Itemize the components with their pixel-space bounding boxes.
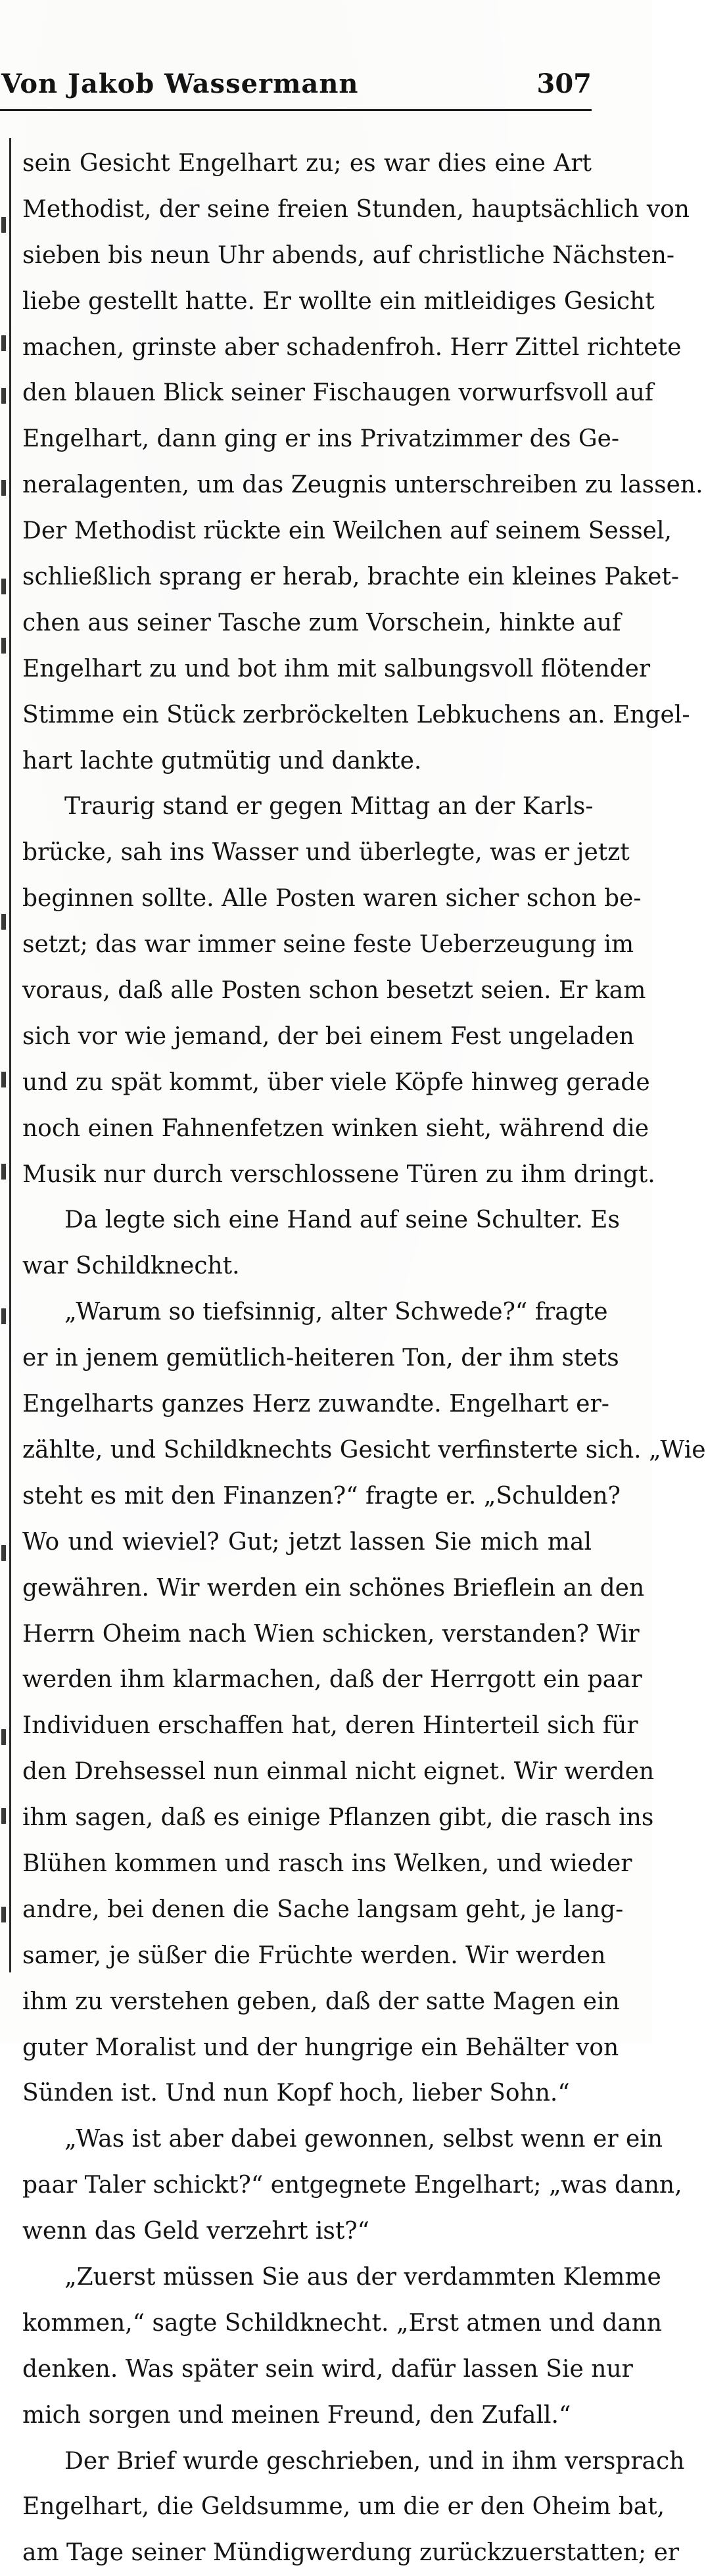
text-line: den blauen Blick seiner Fischaugen vorwurfsvoll auf: [22, 379, 654, 407]
text-line: Methodist, der seine freien Stunden, hauptsächlich von: [22, 195, 690, 223]
gutter-rule: [9, 138, 11, 1972]
text-line: beginnen sollte. Alle Posten waren sicher schon be-: [22, 885, 642, 913]
text-line: Stimme ein Stück zerbröckelten Lebkuchens an. Engel-: [22, 701, 690, 728]
text-line: er in jenem gemütlich-heiteren Ton, der ihm stets: [22, 1345, 619, 1372]
text-line: Engelhart, die Geldsumme, um die er den Oheim bat,: [22, 2493, 665, 2521]
text-line: denken. Was später sein wird, dafür lassen Sie nur: [22, 2355, 633, 2383]
text-line: Blühen kommen und rasch ins Welken, und wieder: [22, 1849, 632, 1877]
text-line: mich sorgen und meinen Freund, den Zufall.“: [22, 2401, 571, 2429]
running-title: Von Jakob Wassermann: [1, 68, 359, 99]
text-line: Traurig stand er gegen Mittag an der Karls-: [64, 793, 594, 821]
text-line: noch einen Fahnenfetzen winken sieht, während die: [22, 1114, 649, 1142]
text-line: steht es mit den Finanzen?“ fragte er. „Schulden?: [22, 1482, 621, 1510]
text-line: „Warum so tiefsinnig, alter Schwede?“ fragte: [64, 1299, 608, 1326]
text-line: voraus, daß alle Posten schon besetzt seien. Er kam: [22, 977, 646, 1005]
text-line: neralagenten, um das Zeugnis unterschreiben zu lassen.: [22, 471, 703, 499]
text-line: Herrn Oheim nach Wien schicken, verstanden? Wir: [22, 1620, 640, 1648]
gutter-bleed-through: [0, 138, 8, 1972]
text-line: samer, je süßer die Früchte werden. Wir werden: [22, 1942, 606, 1969]
text-line: sein Gesicht Engelhart zu; es war dies eine Art: [22, 150, 592, 177]
text-line: gewähren. Wir werden ein schönes Brieflein an den: [22, 1574, 645, 1602]
text-line: Musik nur durch verschlossene Türen zu ihm dringt.: [22, 1160, 655, 1188]
text-line: machen, grinste aber schadenfroh. Herr Zittel richtete: [22, 333, 682, 361]
body-text: [22, 141, 706, 2576]
text-line: zählte, und Schildknechts Gesicht verfinsterte sich. „Wie: [22, 1436, 706, 1464]
text-line: Wo und wieviel? Gut; jetzt lassen Sie mich mal: [22, 1528, 592, 1556]
text-line: Da legte sich eine Hand auf seine Schulter. Es: [64, 1206, 620, 1234]
text-line: ihm sagen, daß es einige Pflanzen gibt, die rasch ins: [22, 1804, 654, 1832]
text-line: paar Taler schickt?“ entgegnete Engelhart; „was dann,: [22, 2172, 682, 2199]
text-line: werden ihm klarmachen, daß der Herrgott ein paar: [22, 1666, 642, 1694]
text-line: war Schildknecht.: [22, 1252, 240, 1280]
text-line: Individuen erschaffen hat, deren Hinterteil sich für: [22, 1712, 638, 1740]
header-rule: [0, 109, 592, 111]
text-line: Sünden ist. Und nun Kopf hoch, lieber Sohn.“: [22, 2080, 570, 2107]
text-line: Der Brief wurde geschrieben, und in ihm versprach: [64, 2447, 685, 2475]
text-line: „Zuerst müssen Sie aus der verdammten Klemme: [64, 2263, 661, 2291]
running-head: [0, 63, 592, 103]
text-line: Engelhart, dann ging er ins Privatzimmer des Ge-: [22, 425, 620, 453]
text-line: „Was ist aber dabei gewonnen, selbst wenn er ein: [64, 2126, 663, 2153]
text-line: am Tage seiner Mündigwerdung zurückzuerstatten; er: [22, 2539, 680, 2567]
text-line: wenn das Geld verzehrt ist?“: [22, 2218, 370, 2245]
text-line: Engelhart zu und bot ihm mit salbungsvoll flötender: [22, 655, 651, 682]
text-line: chen aus seiner Tasche zum Vorschein, hinkte auf: [22, 609, 621, 636]
text-line: ihm zu verstehen geben, daß der satte Magen ein: [22, 1988, 620, 2015]
text-line: setzt; das war immer seine feste Ueberzeugung im: [22, 931, 634, 959]
text-line: andre, bei denen die Sache langsam geht, je lang-: [22, 1896, 624, 1923]
text-line: den Drehsessel nun einmal nicht eignet. Wir werden: [22, 1758, 655, 1786]
page-number: 307: [536, 68, 592, 99]
text-line: sieben bis neun Uhr abends, auf christliche Nächsten-: [22, 241, 675, 269]
text-line: und zu spät kommt, über viele Köpfe hinweg gerade: [22, 1068, 650, 1096]
text-line: sich vor wie jemand, der bei einem Fest ungeladen: [22, 1022, 634, 1050]
text-line: Engelharts ganzes Herz zuwandte. Engelhart er-: [22, 1391, 609, 1418]
text-line: hart lachte gutmütig und dankte.: [22, 747, 422, 775]
text-line: liebe gestellt hatte. Er wollte ein mitleidiges Gesicht: [22, 287, 655, 315]
text-line: schließlich sprang er herab, brachte ein kleines Paket-: [22, 563, 680, 591]
text-line: guter Moralist und der hungrige ein Behälter von: [22, 2034, 619, 2061]
text-line: Der Methodist rückte ein Weilchen auf seinem Sessel,: [22, 517, 672, 545]
text-line: kommen,“ sagte Schildknecht. „Erst atmen und dann: [22, 2309, 663, 2337]
text-line: brücke, sah ins Wasser und überlegte, was er jetzt: [22, 839, 630, 867]
